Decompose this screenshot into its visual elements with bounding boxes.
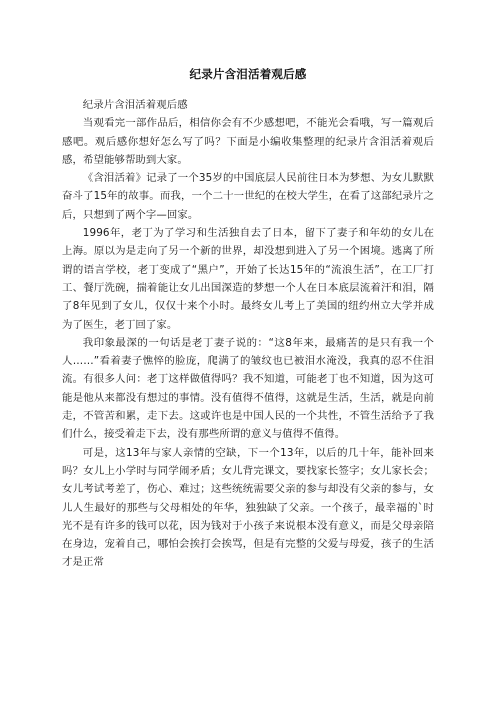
document-subtitle: 纪录片含泪活着观后感: [82, 99, 188, 111]
paragraph-reflection: 可是，这13年与家人亲情的空缺，下一个13年，以后的几十年，能补回来吗？女儿上小学时与同学闹矛盾；女儿背完课文，要找家长签字；女儿家长会；女儿考试考差了，伤心、难过；这些统统需要父亲的参与却没有父亲的参与，女儿人生最好的那些与父母相处的年华，独独缺了父亲。一个孩子，最幸福的`时光不是有许多的钱可以花，因为钱对于小孩子来说根本没有意义，而是父母亲陪在身边，宠着自己，哪怕会挨打会挨骂，但是有完整的父爱与母爱，孩子的生活才是正常: [62, 446, 434, 569]
paragraph-intro: 当观看完一部作品后，相信你会有不少感想吧，不能光会看哦，写一篇观后感吧。观后感你想好怎么写了吗？下面是小编收集整理的纪录片含泪活着观后感，希望能够帮助到大家。: [62, 117, 434, 166]
document-body: [62, 96, 434, 572]
paragraph-story: 1996年，老丁为了学习和生活独自去了日本，留下了妻子和年幼的女儿在上海。原以为是走向了另一个新的世界，却没想到进入了另一个困境。逃离了所谓的语言学校，老丁变成了“黑户”，开始了长达15年的“流浪生活”，在工厂打工、餐厅洗碗，揣着能让女儿出国深造的梦想一个人在日本底层流着汗和泪，隔了8年见到了女儿，仅仅十来个小时。最终女儿考上了美国的纽约州立大学并成为了医生，老丁回了家。: [62, 227, 434, 331]
paragraph-summary: 《含泪活着》记录了一个35岁的中国底层人民前往日本为梦想、为女儿默默奋斗了15年的故事。而我，一个二十一世纪的在校大学生，在看了这部纪录片之后，只想到了两个字—回家。: [62, 172, 434, 221]
document-title: 纪录片含泪活着观后感: [189, 67, 307, 81]
paragraph-impression: 我印象最深的一句话是老丁妻子说的：“这8年来，最痛苦的是只有我一个人……”看着妻子憔悴的脸庞，爬满了的皱纹也已被泪水淹没，我真的忍不住泪流。有很多人问：老丁这样做值得吗？我不知道，可能老丁也不知道，因为这可能是他从来都没有想过的事情。没有值得不值得，这就是生活，生活，就是向前走，不管苦和累，走下去。这或许也是中国人民的一个共性，不管生活给予了我们什么，接受着走下去，没有那些所谓的意义与值得不值得。: [62, 336, 434, 441]
